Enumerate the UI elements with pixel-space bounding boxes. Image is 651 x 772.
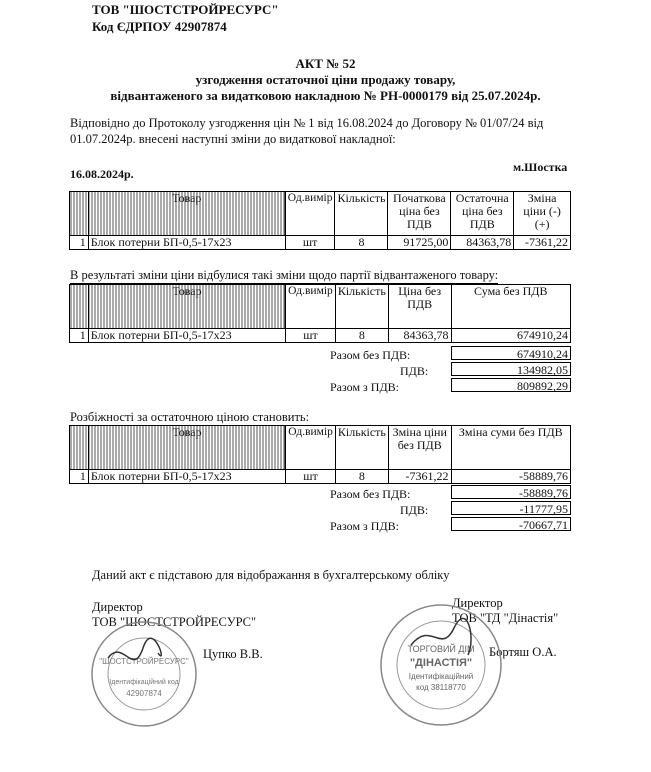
right-signer-name: Бортяш О.А. (489, 645, 557, 659)
intro-line-1: Відповідно до Протоколу узгодження цін № 1 від 16.08.2024 до Договору № 01/07/24 від (70, 116, 544, 130)
s3-total-value-3: -70667,71 (451, 517, 571, 531)
s3-total-label-1: Разом без ПДВ: (330, 487, 411, 501)
discrepancy-table: Товар Од.вимір Кількість Зміна ціни без ПДВ Зміна суми без ПДВ 1 Блок потерни БП-0,5-17х23 шт 8 -7361,22 -58889,76 (69, 425, 571, 484)
left-signer-name: Цупко В.В. (203, 647, 263, 661)
act-number: АКТ № 52 (295, 56, 356, 71)
right-signer-org: ТОВ "ТД "Дінастія" (452, 611, 559, 625)
s2-total-label-2: ПДВ: (400, 364, 429, 378)
company-name: ТОВ "ШОСТСТРОЙРЕСУРС" (92, 2, 279, 17)
act-invoice-line: відвантаженого за видатковою накладною № РН-0000179 від 25.07.2024р. (110, 88, 541, 103)
right-stamp-text-1: ТОРГОВИЙ ДІМ (407, 644, 475, 654)
s3-total-label-3: Разом з ПДВ: (330, 519, 399, 533)
col-tovar: Товар (88, 192, 285, 236)
left-stamp-text-2: Ідентифікаційний код (109, 679, 179, 686)
left-stamp-text-3: 42907874 (126, 689, 162, 698)
col-qty: Кількість (335, 192, 388, 236)
right-company-stamp (376, 600, 506, 730)
s3-total-value-1: -58889,76 (451, 485, 571, 499)
section2-caption: В результаті зміни ціни відбулися такі зміни щодо партії відвантаженого товару: (70, 268, 499, 282)
left-company-stamp (88, 618, 200, 730)
batch-change-table: Товар Од.вимір Кількість Ціна без ПДВ Сума без ПДВ 1 Блок потерни БП-0,5-17х23 шт 8 84363,78 674910,24 (69, 284, 571, 343)
table-row: 1 Блок потерни БП-0,5-17х23 шт 8 91725,00 84363,78 -7361,22 (70, 236, 571, 250)
act-date: 16.08.2024р. (70, 167, 134, 181)
s2-total-value-2: 134982,05 (451, 362, 571, 376)
act-city: м.Шостка (513, 160, 568, 174)
col-price-change: Зміна ціни (-)(+) (514, 192, 571, 236)
col-initial-price: Початкова ціна без ПДВ (388, 192, 451, 236)
table-row: 1 Блок потерни БП-0,5-17х23 шт 8 84363,78 674910,24 (70, 329, 571, 343)
company-edrpou: Код ЄДРПОУ 42907874 (92, 19, 227, 34)
basis-text: Даний акт є підставою для відображання в бухгалтерському обліку (92, 568, 450, 582)
col-unit: Од.вимір (285, 192, 335, 236)
intro-line-2: 01.07.2024р. внесені наступні зміни до видаткової накладної: (70, 132, 396, 146)
act-subtitle: узгодження остаточної ціни продажу товару, (195, 72, 456, 87)
right-signer-role: Директор (452, 596, 503, 610)
s3-total-label-2: ПДВ: (400, 503, 429, 517)
s3-total-value-2: -11777,95 (451, 501, 571, 515)
s2-total-value-1: 674910,24 (451, 346, 571, 360)
table-row: 1 Блок потерни БП-0,5-17х23 шт 8 -7361,22 -58889,76 (70, 470, 571, 484)
s2-total-label-3: Разом з ПДВ: (330, 380, 399, 394)
section3-caption: Розбіжності за остаточною ціною становить: (70, 410, 310, 424)
s2-total-value-3: 809892,29 (451, 378, 571, 392)
right-stamp-text-2: "ДІНАСТІЯ" (409, 657, 473, 669)
s2-total-label-1: Разом без ПДВ: (330, 348, 411, 362)
left-signer-org: ТОВ "ШОСТСТРОЙРЕСУРС" (92, 615, 257, 629)
left-stamp-text-1: "ШОСТСТРОЙРЕСУРС" (99, 657, 189, 666)
right-stamp-text-4: код 38118770 (416, 683, 466, 692)
col-final-price: Остаточна ціна без ПДВ (451, 192, 514, 236)
right-stamp-text-3: Ідентифікаційний (408, 672, 474, 681)
left-signer-role: Директор (92, 600, 143, 614)
price-change-table (69, 191, 571, 250)
